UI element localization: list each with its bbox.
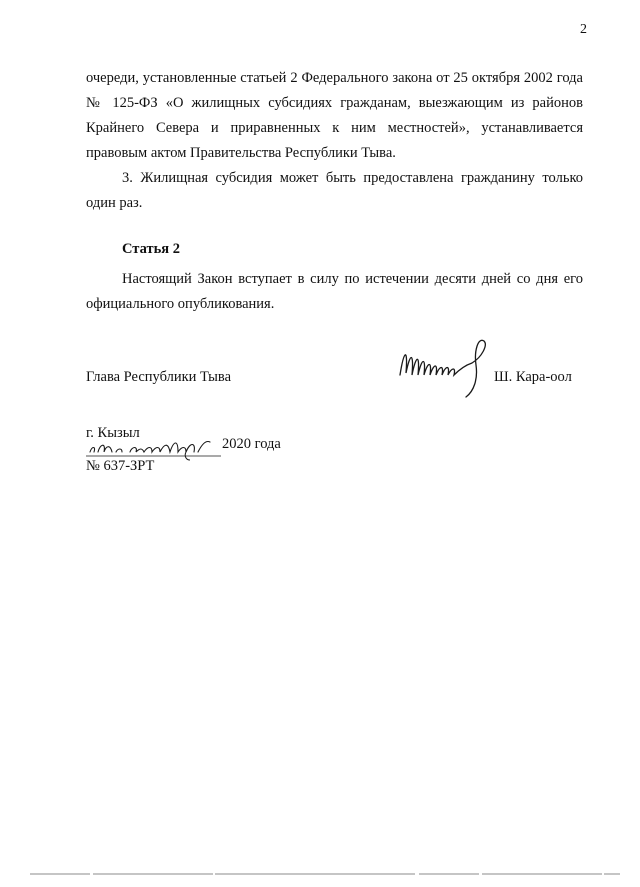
footer-scan-line xyxy=(30,871,620,877)
handwritten-signature xyxy=(390,335,496,400)
page-number: 2 xyxy=(580,22,587,37)
signer-name: Ш. Кара-оол xyxy=(494,369,572,385)
paragraph-2-continuation: очереди, установленные статьей 2 Федерального закона от 25 октября 2002 года № 125-ФЗ «О жилищных субсидиях гражданам, выезжающим из районов Крайнего Севера и приравненных к ним местностей», устанавливается правовым актом Правительства Республики Тыва. xyxy=(86,70,583,161)
article-2-heading: Статья 2 xyxy=(122,241,180,257)
date-year: 2020 года xyxy=(222,436,281,452)
article-2-text: Настоящий Закон вступает в силу по истечении десяти дней со дня его официального опубликования. xyxy=(86,271,583,312)
place: г. Кызыл xyxy=(86,425,140,441)
signer-title: Глава Республики Тыва xyxy=(86,369,232,385)
paragraph-3: 3. Жилищная субсидия может быть предоставлена гражданину только один раз. xyxy=(86,170,583,211)
law-number: № 637-ЗРТ xyxy=(86,458,155,474)
article1-continuation xyxy=(86,66,583,216)
